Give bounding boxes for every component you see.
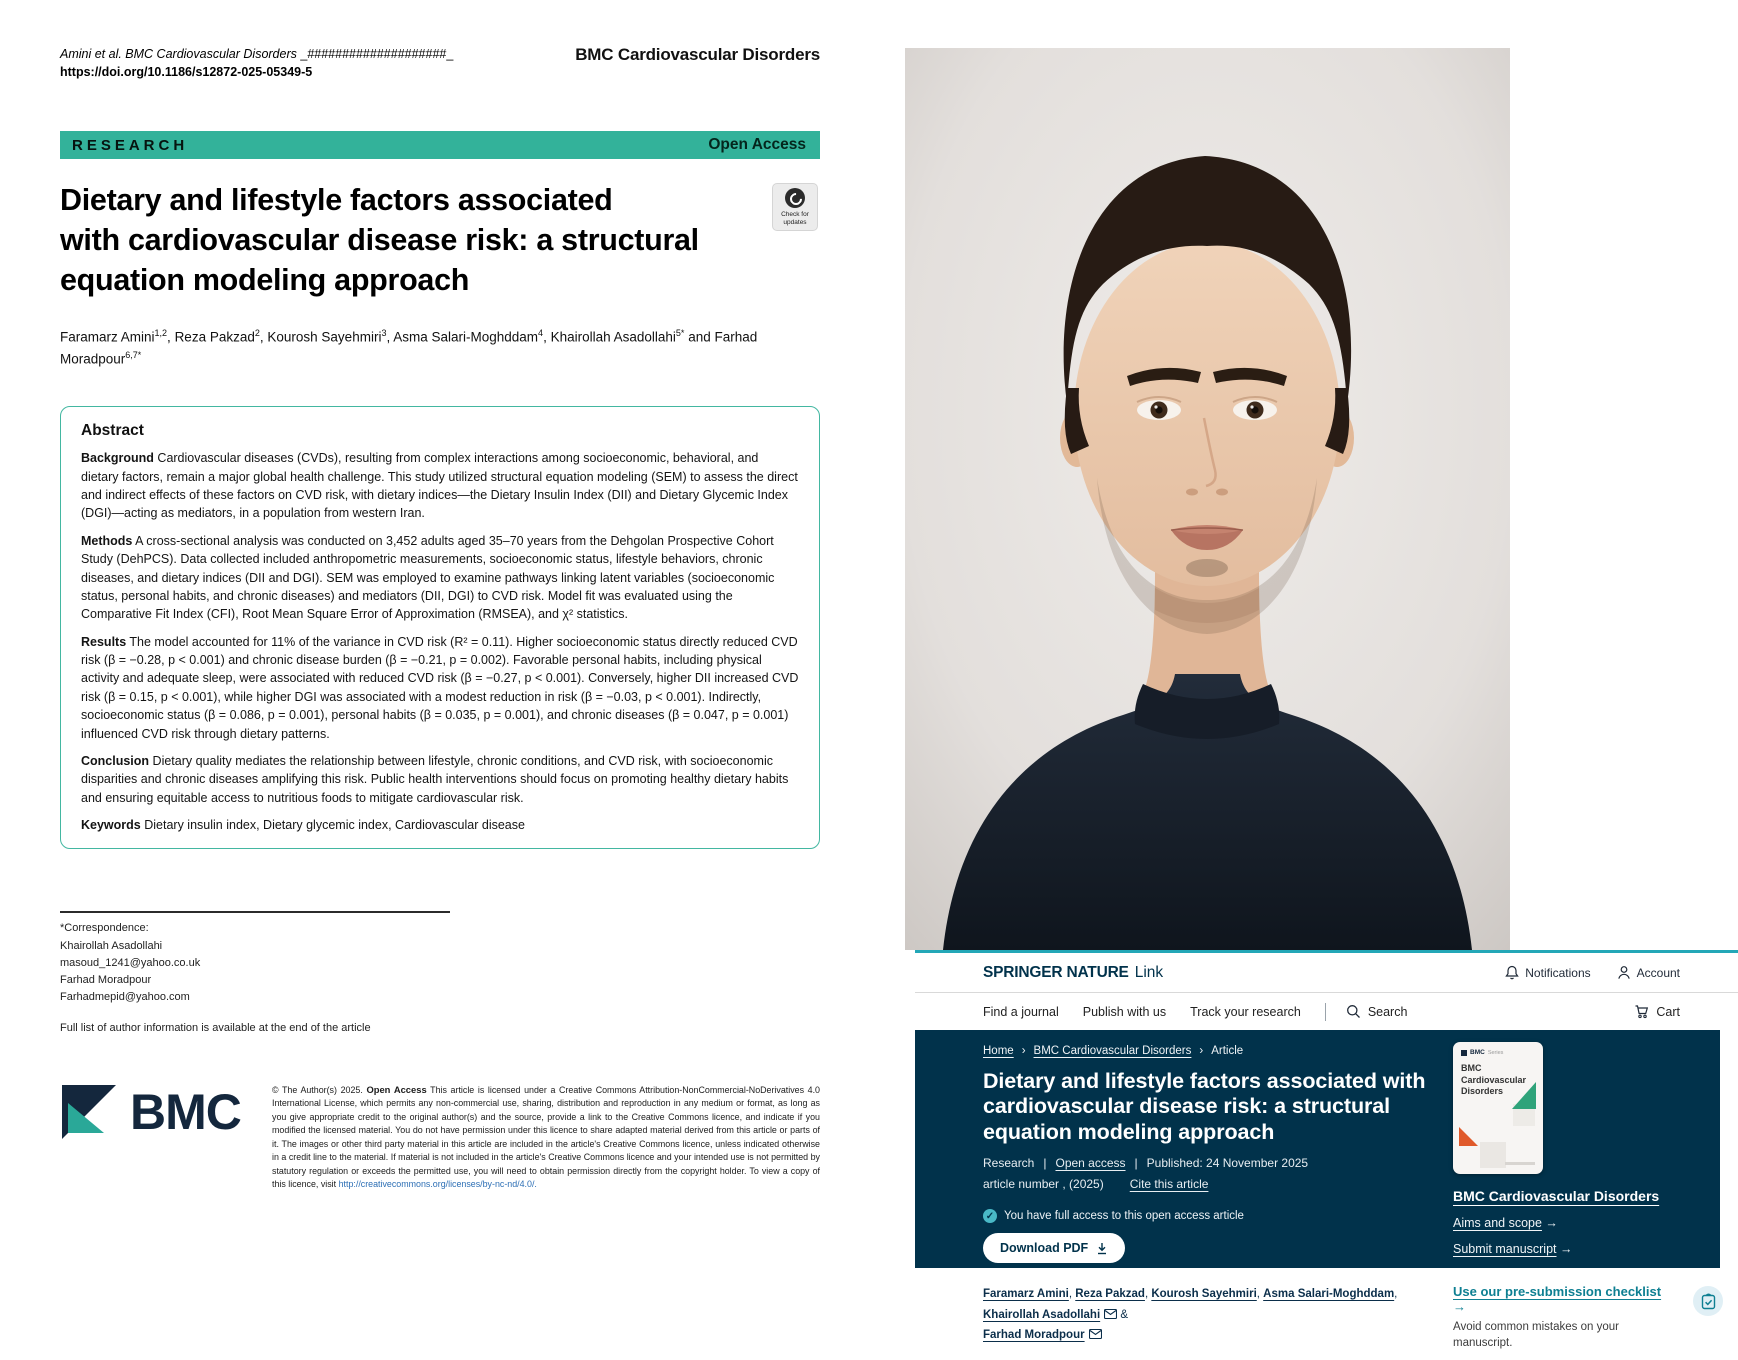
nav-publish-with-us[interactable]: Publish with us	[1082, 1004, 1167, 1019]
email-envelope-icon	[1104, 1309, 1117, 1319]
bmc-logo-icon	[60, 1083, 118, 1141]
correspondent-email: masoud_1241@yahoo.co.uk	[60, 956, 201, 969]
download-pdf-label: Download PDF	[1000, 1241, 1089, 1256]
paper-title-line: Dietary and lifestyle factors associated	[60, 183, 613, 218]
open-access-link[interactable]: Open access	[1055, 1156, 1126, 1171]
cart-button[interactable]	[1634, 1004, 1680, 1019]
publisher-footer	[60, 1083, 820, 1192]
springer-header-actions	[1505, 965, 1680, 980]
abstract-section: Methods A cross-sectional analysis was conducted on 3,452 adults aged 35–70 years from the Dehgolan Prospective Cohort Study (DehPCS). Data collected included anthropometric measurements, socioeconomic status, lifestyle behaviors, chronic diseases, and dietary indices (DII and DGI). SEM was employed to examine pathways linking latent variables (socioeconomic status, personal habits, and chronic diseases) and mediators (DII, DGI) to CVD risk. Model fit was evaluated using the Comparative Fit Index (CFI), Root Mean Square Error of Approximation (RMSEA), and χ² statistics.	[81, 533, 775, 622]
published-date: Published: 24 November 2025	[1146, 1156, 1309, 1171]
meta-separator: |	[1134, 1156, 1138, 1171]
article-footer-strip	[915, 1268, 1720, 1350]
bmc-wordmark: BMC	[130, 1083, 241, 1140]
abstract-sections	[81, 449, 799, 807]
download-icon	[1096, 1242, 1108, 1255]
access-note-text: You have full access to this open access article	[1004, 1210, 1244, 1223]
author-link[interactable]: Khairollah Asadollahi	[983, 1308, 1101, 1321]
notifications-label: Notifications	[1525, 965, 1591, 980]
bell-icon	[1505, 965, 1519, 980]
meta-separator: |	[1043, 1156, 1047, 1171]
submit-manuscript-row	[1453, 1242, 1703, 1256]
person-icon	[1617, 965, 1631, 980]
citation-placeholder: _####################_	[296, 47, 454, 61]
breadcrumb-home[interactable]: Home	[983, 1045, 1014, 1057]
paper-first-page	[60, 45, 820, 1192]
author-link[interactable]: Faramarz Amini	[983, 1288, 1069, 1300]
author-info-note: Full list of author information is available at the end of the article	[60, 1021, 371, 1034]
article-number: article number , (2025)	[983, 1177, 1104, 1192]
paper-citation-block	[60, 45, 453, 81]
bmc-logo	[60, 1083, 272, 1141]
search-icon	[1346, 1004, 1361, 1019]
breadcrumb-chevron: ›	[1021, 1045, 1026, 1057]
springer-nav-bar	[915, 993, 1738, 1030]
keywords-text: Dietary insulin index, Dietary glycemic index, Cardiovascular disease	[144, 818, 525, 833]
search-button[interactable]	[1346, 1004, 1408, 1019]
arrow-icon: →	[1453, 1299, 1466, 1314]
doi-text: https://doi.org/10.1186/s12872-025-05349-5	[60, 65, 313, 80]
submit-manuscript-link[interactable]: Submit manuscript	[1453, 1242, 1557, 1256]
correspondent-name: Khairollah Asadollahi	[60, 939, 163, 952]
access-open-access-link[interactable]: open access	[1145, 1210, 1211, 1223]
banner-research-label: RESEARCH	[72, 136, 189, 154]
paper-authors: Faramarz Amini$^{1,2}$, Reza Pakzad$^2$, Kourosh Sayehmiri$^3$, Asma Salari-Moghddam$^4$, Khairollah Asadollahi$^{5*}$ and Farhad Moradpour$^{6,7*}$	[60, 328, 758, 367]
nav-track-your-research[interactable]: Track your research	[1190, 1004, 1301, 1019]
download-pdf-button[interactable]	[983, 1233, 1125, 1263]
aims-and-scope-link[interactable]: Aims and scope	[1453, 1216, 1542, 1230]
aims-and-scope-row	[1453, 1216, 1703, 1230]
search-label: Search	[1367, 1004, 1408, 1019]
portrait-illustration	[905, 48, 1510, 950]
breadcrumb-chevron: ›	[1199, 1045, 1204, 1057]
citation-text: Amini et al. BMC Cardiovascular Disorders	[60, 47, 297, 61]
author-link[interactable]: Reza Pakzad	[1075, 1288, 1145, 1300]
clipboard-check-icon	[1701, 1293, 1716, 1310]
breadcrumb-article: Article	[1211, 1045, 1244, 1057]
journal-cover-thumbnail[interactable]	[1453, 1042, 1543, 1174]
checklist-description: Avoid common mistakes on your manuscript.	[1453, 1321, 1619, 1350]
license-open-access: Open Access	[366, 1083, 427, 1095]
keywords-row	[81, 816, 799, 834]
account-button[interactable]	[1617, 965, 1680, 980]
cart-icon	[1634, 1004, 1649, 1019]
cover-mini-series: Series	[1487, 1049, 1504, 1056]
license-copyright: © The Author(s) 2025.	[272, 1084, 367, 1095]
keywords-label: Keywords	[81, 818, 141, 833]
cover-mini-brand: BMC	[1470, 1049, 1485, 1056]
checklist-icon-circle	[1693, 1286, 1723, 1316]
article-type: Research	[983, 1156, 1035, 1171]
abstract-heading: Abstract	[81, 422, 144, 440]
license-url-link[interactable]: http://creativecommons.org/licenses/by-nc-nd/4.0/.	[338, 1179, 537, 1190]
correspondent-email: Farhadmepid@yahoo.com	[60, 990, 190, 1003]
cover-mini-logo	[1461, 1049, 1535, 1056]
pre-submission-widget	[1453, 1284, 1723, 1351]
correspondence-block	[60, 911, 490, 1036]
author-portrait-photo	[905, 48, 1510, 950]
author-link[interactable]: Asma Salari-Moghddam	[1263, 1288, 1395, 1300]
cart-label: Cart	[1656, 1004, 1680, 1019]
license-paragraph	[272, 1083, 820, 1192]
article-authors-links: Faramarz Amini, Reza Pakzad, Kourosh Sayehmiri, Asma Salari-Moghddam, Khairollah Asadollahi & Farhad Moradpour	[983, 1288, 1398, 1342]
author-link[interactable]: Farhad Moradpour	[983, 1329, 1085, 1342]
author-link[interactable]: Kourosh Sayehmiri	[1151, 1288, 1257, 1300]
check-for-updates-badge[interactable]	[772, 183, 818, 231]
crossmark-icon	[785, 188, 805, 208]
springer-logo-link: Link	[1134, 963, 1164, 981]
abstract-section: Conclusion Dietary quality mediates the relationship between lifestyle, chronic conditions, and CVD risk, with socioeconomic disparities and chronic diseases amplifying this risk. Public health interventions should focus on promoting healthy dietary habits and ensuring equitable access to nutritious foods to mitigate cardiovascular risk.	[81, 753, 789, 805]
abstract-section: Results The model accounted for 11% of the variance in CVD risk (R² = 0.11). Higher socioeconomic status directly reduced CVD risk (β = −0.28, p < 0.001) and chronic disease burden (β = −0.21, p = 0.002). Favorable personal habits, including physical activity and adequate sleep, were associated with reduced CVD risk (β = −0.27, p < 0.001). Conversely, higher DII increased CVD risk (β = 0.15, p < 0.001), while higher DGI was associated with a modest reduction in risk (β = −0.03, p < 0.001). Indirectly, socioeconomic status (β = 0.086, p = 0.001), personal habits (β = 0.035, p = 0.001), and chronic diseases (β = 0.047, p = 0.001) influenced CVD risk through dietary patterns.	[81, 634, 799, 741]
springer-link-webpage	[915, 950, 1738, 1360]
correspondence-label: *Correspondence:	[60, 922, 149, 935]
arrow-icon: →	[1545, 1216, 1558, 1230]
research-open-access-banner	[60, 131, 820, 159]
article-hero-panel	[915, 1030, 1720, 1268]
journal-name-header: BMC Cardiovascular Disorders	[575, 45, 820, 64]
check-badge-label: Check for updates	[781, 211, 809, 227]
email-envelope-icon	[1089, 1329, 1102, 1339]
cover-decor-square	[1480, 1142, 1506, 1168]
cover-footer-text	[1505, 1162, 1535, 1165]
journal-home-link[interactable]: BMC Cardiovascular Disorders	[1453, 1188, 1660, 1204]
nav-find-a-journal[interactable]: Find a journal	[983, 1004, 1059, 1019]
paper-title-line: equation modeling approach	[60, 262, 470, 297]
springer-header	[915, 953, 1738, 992]
notifications-button[interactable]	[1505, 965, 1590, 980]
paper-title-line: with cardiovascular disease risk: a structural	[60, 222, 699, 257]
paper-title	[60, 181, 820, 300]
cite-this-article-link[interactable]: Cite this article	[1129, 1177, 1209, 1192]
account-label: Account	[1636, 965, 1680, 980]
bmc-mini-square-icon	[1461, 1050, 1467, 1056]
correspondent-name: Farhad Moradpour	[60, 973, 152, 986]
article-title: Dietary and lifestyle factors associated with cardiovascular disease risk: a structural equation modeling approach	[983, 1069, 1426, 1144]
nav-divider	[1325, 1003, 1326, 1021]
pre-submission-text	[1453, 1284, 1671, 1351]
springer-nature-link-logo[interactable]	[983, 964, 1163, 982]
breadcrumb-journal[interactable]: BMC Cardiovascular Disorders	[1033, 1045, 1192, 1057]
banner-open-access-label: Open Access	[708, 136, 806, 154]
springer-logo-bold: SPRINGER NATURE	[983, 963, 1129, 981]
checklist-link-row	[1453, 1284, 1671, 1314]
abstract-box	[60, 406, 820, 849]
arrow-icon: →	[1560, 1242, 1573, 1256]
paper-running-header	[60, 45, 820, 81]
journal-sidebar	[1453, 1042, 1703, 1256]
abstract-section: Background Cardiovascular diseases (CVDs), resulting from complex interactions among socioeconomic, behavioral, and dietary factors, remain a major global health challenge. This study utilized structural equation modeling (SEM) to assess the direct and indirect effects of these factors on CVD risk, with dietary indices—the Dietary Insulin Index (DII) and Dietary Glycemic Index (DGI)—acting as mediators, in a population from western Iran.	[81, 451, 798, 521]
license-body: This article is licensed under a Creative Commons Attribution-NonCommercial-NoDerivatives 4.0 International License, which permits any non-commercial use, sharing, distribution and reproduction in any medium or format, as long as you give appropriate credit to the original author(s) and the source, provide a link to the Creative Commons licence, and indicate if you modified the licensed material. You do not have permission under this licence to share adapted material derived from this article or parts of it. The images or other third party material in this article are included in the article's Creative Commons licence, unless indicated otherwise in a credit line to the material. If material is not included in the article's Creative Commons licence and your intended use is not permitted by statutory regulation or exceeds the permitted use, you will need to obtain permission directly from the copyright holder. To view a copy of this licence, visit	[272, 1084, 820, 1190]
cover-orange-triangle	[1459, 1127, 1478, 1146]
check-circle-icon: ✓	[983, 1209, 997, 1223]
cover-journal-title: BMC Cardiovascular Disorders	[1461, 1063, 1527, 1097]
correspondence-divider	[60, 911, 450, 913]
pre-submission-checklist-link[interactable]: Use our pre-submission checklist	[1453, 1284, 1662, 1299]
